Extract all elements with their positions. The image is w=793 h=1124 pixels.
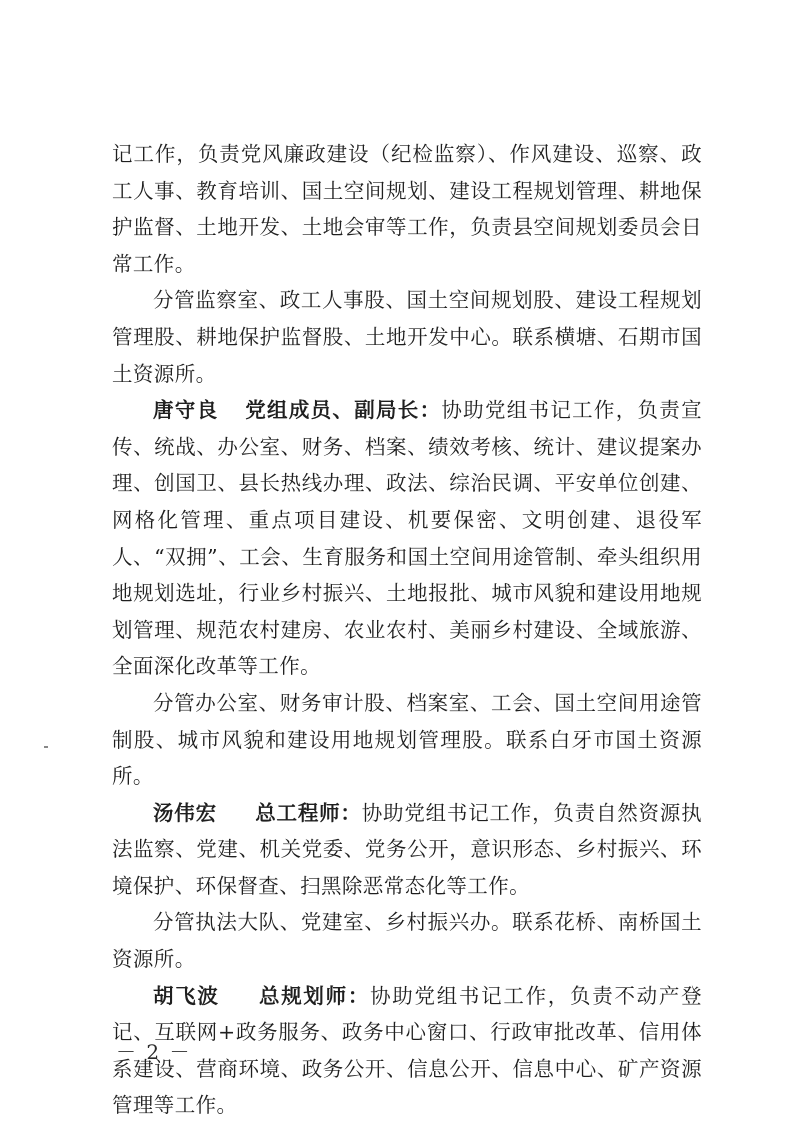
person-name: 胡飞波 — [153, 983, 220, 1008]
paragraph-6 — [112, 904, 702, 977]
person-title: 党组成员、副局长： — [244, 398, 442, 423]
paragraph-5 — [112, 795, 702, 905]
paragraph-3 — [112, 392, 702, 685]
paragraph-text: 分管监察室、政工人事股、国土空间规划股、建设工程规划管理股、耕地保护监督股、土地开发中心。联系横塘、石期市国土资源所。 — [112, 288, 702, 386]
page-number: － 2 － — [116, 1040, 192, 1064]
paragraph-4 — [112, 685, 702, 795]
document-body — [112, 136, 702, 1124]
paragraph-7 — [112, 978, 702, 1124]
person-title: 总工程师： — [254, 800, 362, 825]
scan-artifact — [44, 746, 48, 748]
paragraph-text: 分管办公室、财务审计股、档案室、工会、国土空间用途管制股、城市风貌和建设用地规划管理股。联系白牙市国土资源所。 — [112, 690, 702, 789]
paragraph-text: 记工作，负责党风廉政建设（纪检监察）、作风建设、巡察、政工人事、教育培训、国土空间规划、建设工程规划管理、耕地保护监督、土地开发、土地会审等工作，负责县空间规划委员会日常工作。 — [112, 142, 702, 276]
person-title: 总规划师： — [257, 983, 371, 1008]
person-name: 唐守良 — [153, 398, 219, 423]
paragraph-text: 协助党组书记工作，负责不动产登记、互联网+政务服务、政务中心窗口、行政审批改革、信用体系建设、营商环境、政务公开、信息公开、信息中心、矿产资源管理等工作。 — [112, 983, 703, 1118]
paragraph-1 — [112, 136, 702, 282]
paragraph-2 — [112, 282, 702, 392]
paragraph-text: 分管执法大队、党建室、乡村振兴办。联系花桥、南桥国土资源所。 — [112, 910, 702, 972]
paragraph-text: 协助党组书记工作，负责自然资源执法监察、党建、机关党委、党务公开，意识形态、乡村振兴、环境保护、环保督查、扫黑除恶常态化等工作。 — [112, 800, 703, 898]
person-name: 汤伟宏 — [153, 800, 217, 825]
paragraph-text: 协助党组书记工作，负责宣传、统战、办公室、财务、档案、绩效考核、统计、建议提案办理、创国卫、县长热线办理、政法、综治民调、平安单位创建、网格化管理、重点项目建设、机要保密、文明创建、退役军人、“双拥”、工会、生育服务和国土空间用途管制、牵头组织用地规划选址，行业乡村振兴、土地报批、城市风貌和建设用地规划管理、规范农村建房、农业农村、美丽乡村建设、全域旅游、全面深化改革等工作。 — [112, 398, 702, 679]
